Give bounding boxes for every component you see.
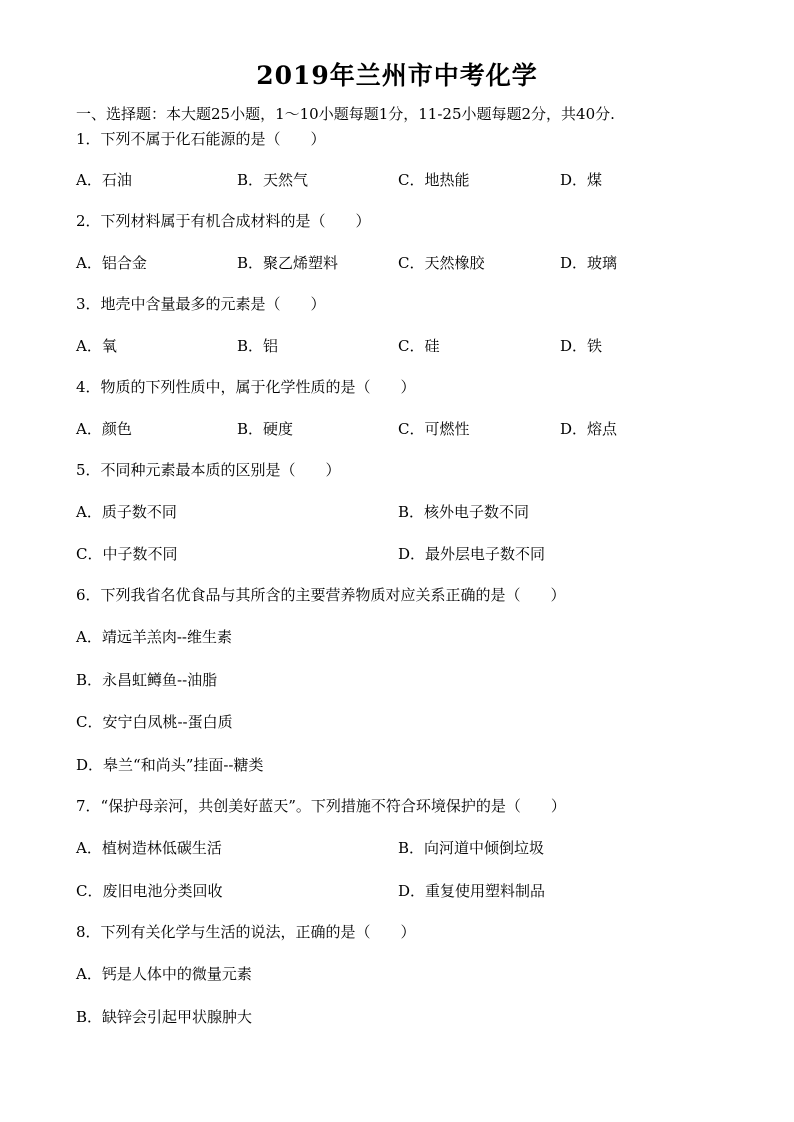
- option-b: B．永昌虹鳟鱼--油脂: [76, 671, 218, 689]
- option-a: A．质子数不同: [76, 503, 177, 521]
- option-c: C．中子数不同: [76, 545, 178, 563]
- page-title: 2019年兰州市中考化学: [256, 61, 538, 90]
- option-b: B．向河道中倾倒垃圾: [398, 839, 545, 857]
- option-d: D．最外层电子数不同: [398, 545, 546, 563]
- option-b: B．天然气: [237, 171, 309, 189]
- option-c: C．硅: [398, 337, 440, 355]
- option-a: A．石油: [76, 171, 132, 189]
- option-c: C．可燃性: [398, 420, 470, 438]
- option-d: D．玻璃: [560, 254, 618, 272]
- question-stem: 6．下列我省名优食品与其所含的主要营养物质对应关系正确的是（ ）: [76, 586, 566, 604]
- option-d: D．重复使用塑料制品: [398, 882, 546, 900]
- option-b: B．聚乙烯塑料: [237, 254, 339, 272]
- question-stem: 1．下列不属于化石能源的是（ ）: [76, 130, 326, 148]
- option-c: C．废旧电池分类回收: [76, 882, 223, 900]
- option-d: D．皋兰“和尚头”挂面--糖类: [76, 756, 264, 774]
- option-c: C．天然橡胶: [398, 254, 485, 272]
- question-stem: 3．地壳中含量最多的元素是（ ）: [76, 295, 326, 313]
- option-b: B．缺锌会引起甲状腺肿大: [76, 1008, 253, 1026]
- option-a: A．植树造林低碳生活: [76, 839, 222, 857]
- question-stem: 2．下列材料属于有机合成材料的是（ ）: [76, 212, 371, 230]
- option-d: D．铁: [560, 337, 603, 355]
- option-b: B．核外电子数不同: [398, 503, 530, 521]
- option-d: D．熔点: [560, 420, 618, 438]
- option-c: C．安宁白凤桃--蛋白质: [76, 713, 233, 731]
- option-a: A．氧: [76, 337, 117, 355]
- option-b: B．铝: [237, 337, 279, 355]
- question-stem: 5．不同种元素最本质的区别是（ ）: [76, 461, 341, 479]
- question-stem: 8．下列有关化学与生活的说法，正确的是（ ）: [76, 923, 416, 941]
- section-heading: 一、选择题：本大题25小题，1～10小题每题1分，11-25小题每题2分，共40分.: [76, 105, 615, 123]
- question-stem: 4．物质的下列性质中，属于化学性质的是（ ）: [76, 378, 416, 396]
- option-a: A．靖远羊羔肉--维生素: [76, 628, 232, 646]
- question-stem: 7．“保护母亲河，共创美好蓝天”。下列措施不符合环境保护的是（ ）: [76, 797, 566, 815]
- option-a: A．钙是人体中的微量元素: [76, 965, 252, 983]
- option-a: A．铝合金: [76, 254, 147, 272]
- option-d: D．煤: [560, 171, 603, 189]
- option-b: B．硬度: [237, 420, 294, 438]
- option-a: A．颜色: [76, 420, 132, 438]
- option-c: C．地热能: [398, 171, 470, 189]
